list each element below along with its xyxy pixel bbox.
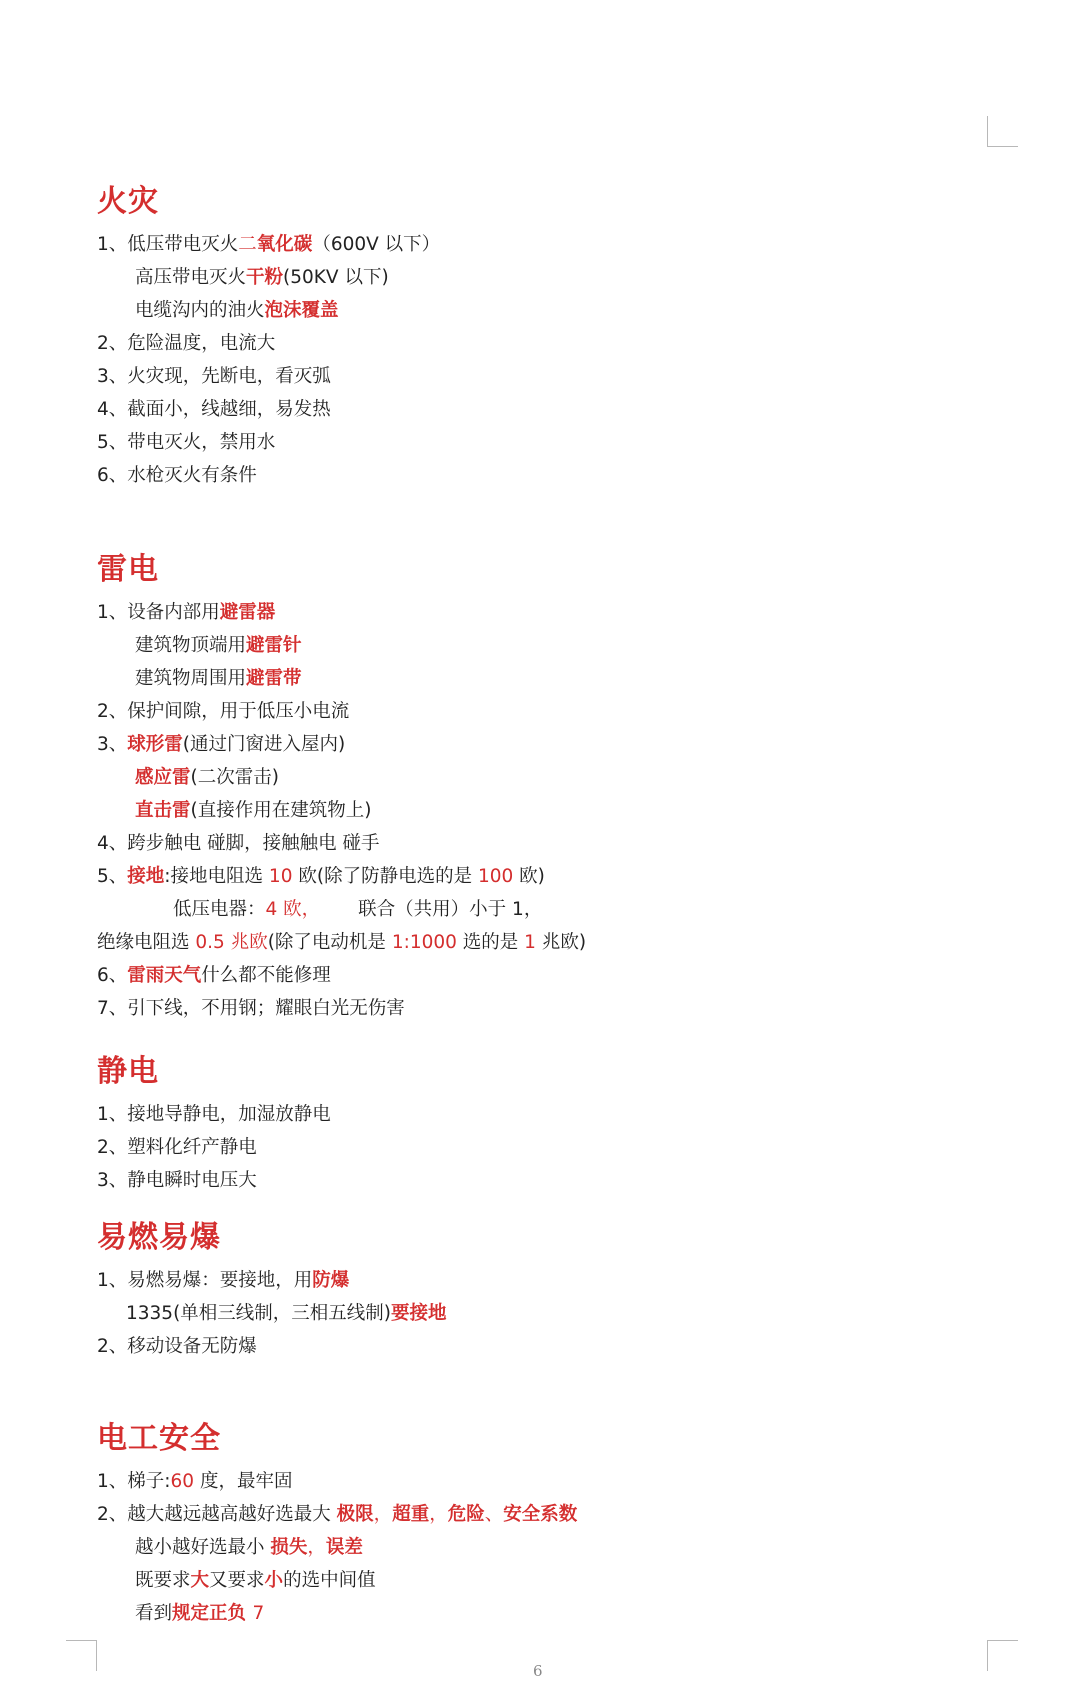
- explosive-line-1: 1、易燃易爆：要接地，用防爆: [97, 1270, 350, 1291]
- fire-line-4: 2、危险温度，电流大: [97, 333, 276, 354]
- lightning-line-9: 5、接地:接地电阻选 10 欧(除了防静电选的是 100 欧): [97, 866, 545, 887]
- fire-line-5: 3、火灾现，先断电，看灭弧: [97, 366, 331, 387]
- lightning-line-12: 6、雷雨天气什么都不能修理: [97, 965, 331, 986]
- section-title-lightning: 雷电: [97, 552, 159, 587]
- explosive-line-3: 2、移动设备无防爆: [97, 1336, 257, 1357]
- section-title-explosive: 易燃易爆: [97, 1220, 221, 1255]
- safety-line-4: 既要求大又要求小的选中间值: [135, 1570, 376, 1591]
- fire-line-3: 电缆沟内的油火泡沫覆盖: [135, 300, 339, 321]
- section-title-static: 静电: [97, 1054, 159, 1089]
- safety-line-1: 1、梯子:60 度，最牢固: [97, 1471, 293, 1492]
- fire-line-6: 4、截面小，线越细，易发热: [97, 399, 331, 420]
- lightning-line-6: 感应雷(二次雷击): [135, 767, 279, 788]
- lightning-line-8: 4、跨步触电 碰脚，接触触电 碰手: [97, 833, 380, 854]
- static-line-1: 1、接地导静电，加湿放静电: [97, 1104, 331, 1125]
- lightning-line-11: 绝缘电阻选 0.5 兆欧(除了电动机是 1:1000 选的是 1 兆欧): [97, 932, 587, 953]
- safety-line-2: 2、越大越远越高越好选最大 极限，超重，危险、安全系数: [97, 1504, 578, 1525]
- fire-line-1: 1、低压带电灭火二氧化碳（600V 以下）: [97, 234, 441, 255]
- lightning-line-10: 低压电器：4 欧， 联合（共用）小于 1，: [173, 899, 543, 920]
- page-number: 6: [533, 1662, 543, 1680]
- lightning-line-1: 1、设备内部用避雷器: [97, 602, 276, 623]
- lightning-line-4: 2、保护间隙，用于低压小电流: [97, 701, 350, 722]
- lightning-line-5: 3、球形雷(通过门窗进入屋内): [97, 734, 346, 755]
- crop-mark-top-right: [987, 116, 1018, 147]
- fire-line-8: 6、水枪灭火有条件: [97, 465, 257, 486]
- static-line-2: 2、塑料化纤产静电: [97, 1137, 257, 1158]
- static-line-3: 3、静电瞬时电压大: [97, 1170, 257, 1191]
- explosive-line-2: 1335(单相三线制，三相五线制)要接地: [126, 1303, 447, 1324]
- section-title-safety: 电工安全: [97, 1421, 221, 1456]
- fire-line-2: 高压带电灭火干粉(50KV 以下): [135, 267, 389, 288]
- fire-line-7: 5、带电灭火，禁用水: [97, 432, 276, 453]
- safety-line-3: 越小越好选最小 损失，误差: [135, 1537, 363, 1558]
- crop-mark-bottom-left: [66, 1640, 97, 1671]
- lightning-line-13: 7、引下线，不用钢；耀眼白光无伤害: [97, 998, 405, 1019]
- safety-line-5: 看到规定正负 7: [135, 1603, 265, 1624]
- lightning-line-7: 直击雷(直接作用在建筑物上): [135, 800, 372, 821]
- section-title-fire: 火灾: [97, 184, 159, 219]
- crop-mark-bottom-right: [987, 1640, 1018, 1671]
- lightning-line-2: 建筑物顶端用避雷针: [135, 635, 302, 656]
- lightning-line-3: 建筑物周围用避雷带: [135, 668, 302, 689]
